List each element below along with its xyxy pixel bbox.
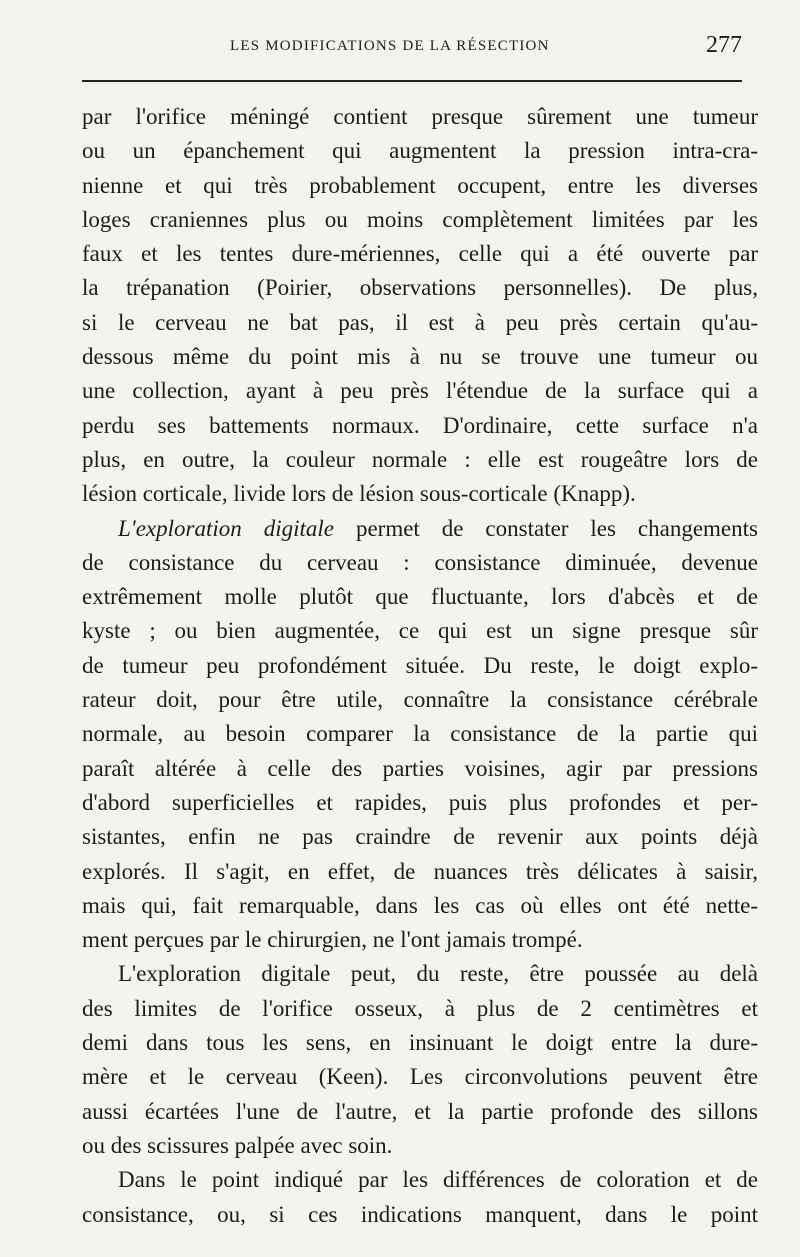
- page-number: 277: [706, 32, 742, 58]
- text-line: des limites de l'orifice osseux, à plus de 2 centimètres et: [82, 995, 758, 1021]
- text-line: normale, au besoin comparer la consistance de la partie qui: [82, 721, 758, 747]
- text-line: [82, 512, 758, 546]
- text-line: lésion corticale, livide lors de lésion sous-corticale (Knapp).: [82, 481, 636, 507]
- text-line: de consistance du cerveau : consistance diminuée, devenue: [82, 549, 758, 575]
- text-fragment: permet de constater les changements: [333, 515, 758, 541]
- text-line: paraît altérée à celle des parties voisines, agir par pressions: [82, 755, 758, 781]
- text-line: mais qui, fait remarquable, dans les cas où elles ont été nette-: [82, 892, 758, 918]
- text-line: ou des scissures palpée avec soin.: [82, 1132, 393, 1158]
- text-line: nienne et qui très probablement occupent, entre les diverses: [82, 172, 758, 198]
- body-text: [82, 100, 758, 1232]
- text-line: si le cerveau ne bat pas, il est à peu près certain qu'au-: [82, 309, 758, 335]
- text-line: d'abord superficielles et rapides, puis plus profondes et per-: [82, 789, 758, 815]
- text-line: mère et le cerveau (Keen). Les circonvolutions peuvent être: [82, 1064, 758, 1090]
- text-line: une collection, ayant à peu près l'étendue de la surface qui a: [82, 378, 758, 404]
- text-line: Dans le point indiqué par les différences de coloration et de: [118, 1167, 758, 1193]
- text-line: ou un épanchement qui augmentent la pression intra-cra-: [82, 138, 758, 164]
- text-line: dessous même du point mis à nu se trouve une tumeur ou: [82, 344, 758, 370]
- paragraph-2: [82, 512, 758, 958]
- header-rule: [82, 80, 742, 82]
- text-line: perdu ses battements normaux. D'ordinaire, cette surface n'a: [82, 412, 758, 438]
- text-line: rateur doit, pour être utile, connaître la consistance cérébrale: [82, 687, 758, 713]
- text-line: loges craniennes plus ou moins complètement limitées par les: [82, 206, 758, 232]
- text-line: de tumeur peu profondément située. Du reste, le doigt explo-: [82, 652, 758, 678]
- text-line: la trépanation (Poirier, observations personnelles). De plus,: [82, 275, 758, 301]
- text-line: aussi écartées l'une de l'autre, et la partie profonde des sillons: [82, 1098, 758, 1124]
- paragraph-4: [82, 1163, 758, 1232]
- paragraph-3: [82, 957, 758, 1163]
- text-line: sistantes, enfin ne pas craindre de revenir aux points déjà: [82, 824, 758, 850]
- paragraph-1: [82, 100, 758, 512]
- text-line: explorés. Il s'agit, en effet, de nuances très délicates à saisir,: [82, 858, 758, 884]
- page-header: [82, 32, 742, 72]
- text-line: L'exploration digitale peut, du reste, être poussée au delà: [118, 961, 758, 987]
- text-line: plus, en outre, la couleur normale : elle est rougeâtre lors de: [82, 446, 758, 472]
- text-line: ment perçues par le chirurgien, ne l'ont jamais trompé.: [82, 927, 583, 953]
- text-line: kyste ; ou bien augmentée, ce qui est un signe presque sûr: [82, 618, 758, 644]
- text-line: par l'orifice méningé contient presque sûrement une tumeur: [82, 104, 758, 129]
- running-title: LES MODIFICATIONS DE LA RÉSECTION: [230, 38, 550, 54]
- text-line: extrêmement molle plutôt que fluctuante, lors d'abcès et de: [82, 584, 758, 610]
- emphasized-term: L'exploration digitale: [118, 515, 334, 541]
- text-line: consistance, ou, si ces indications manquent, dans le point: [82, 1201, 758, 1227]
- text-line: faux et les tentes dure-mériennes, celle qui a été ouverte par: [82, 241, 758, 267]
- text-line: demi dans tous les sens, en insinuant le doigt entre la dure-: [82, 1030, 758, 1056]
